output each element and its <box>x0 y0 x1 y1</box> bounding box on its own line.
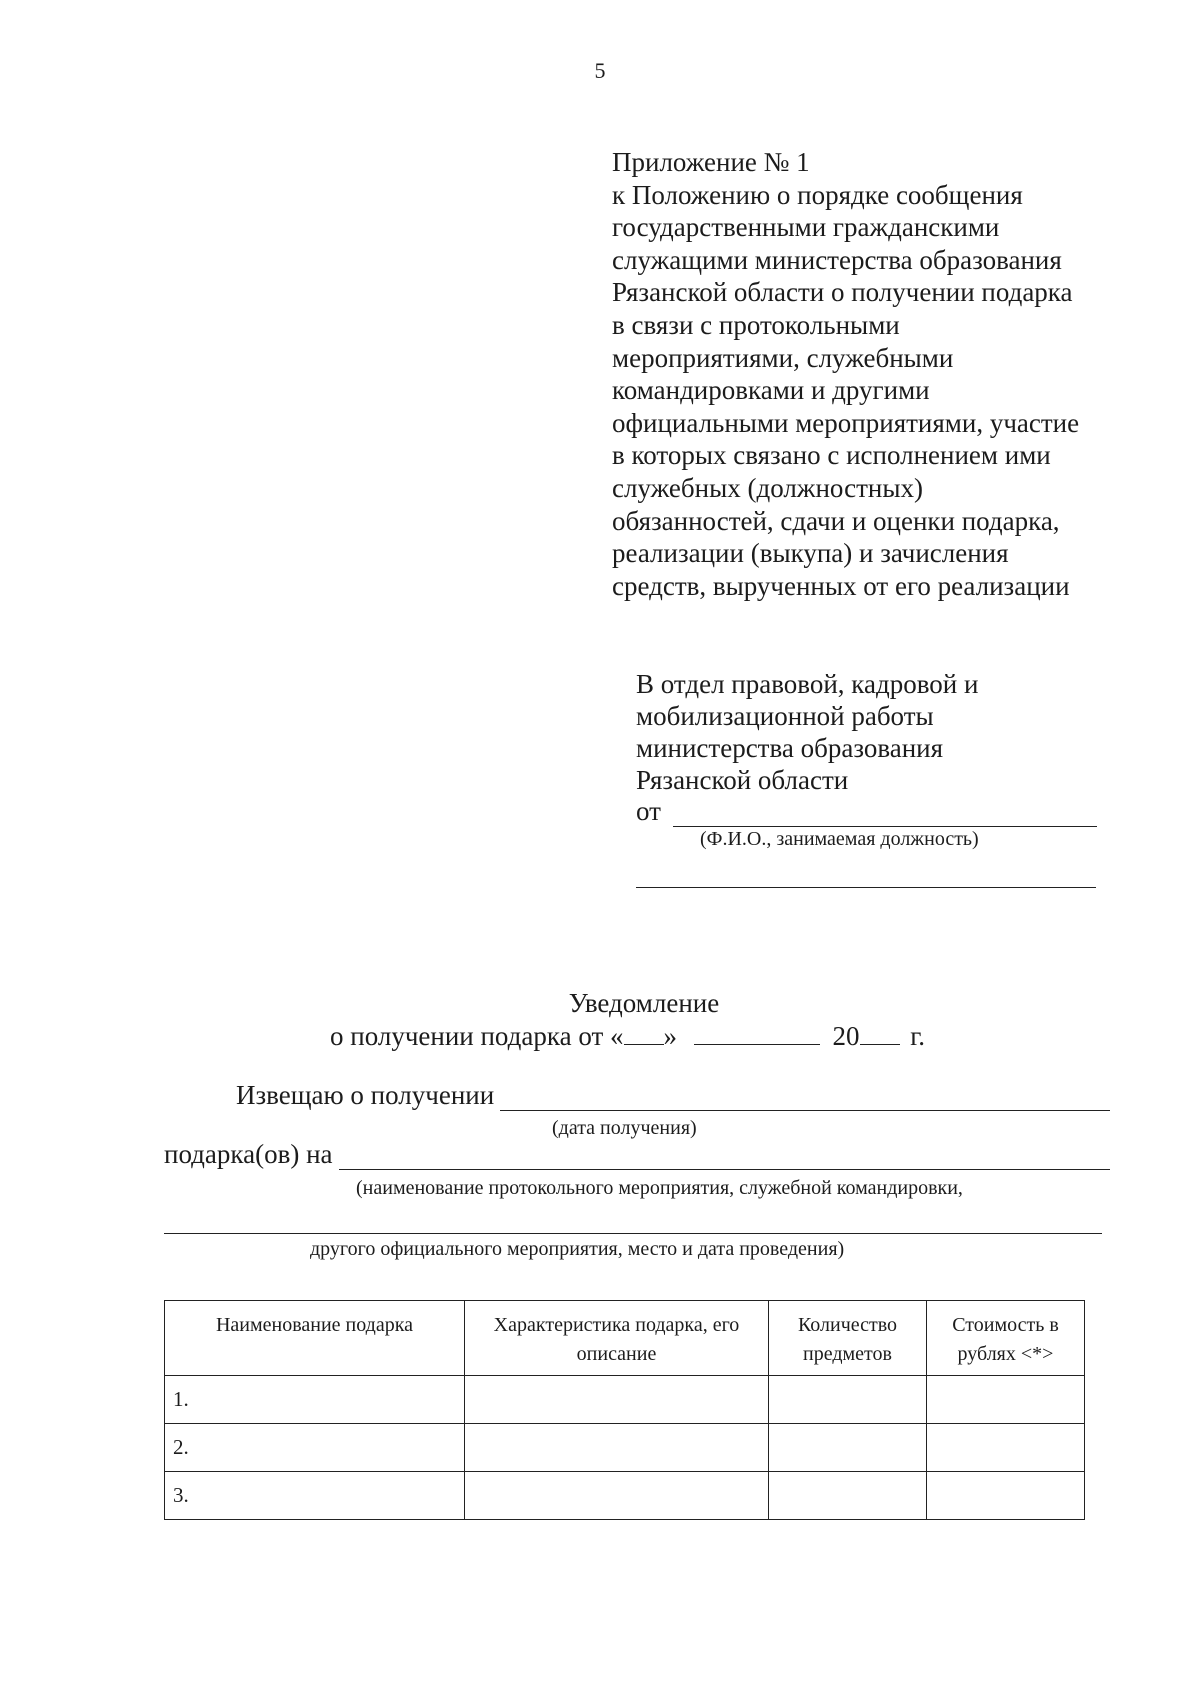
appendix-line: служащими министерства образования <box>612 244 1062 275</box>
year-blank[interactable] <box>860 1022 900 1045</box>
appendix-line: средств, вырученных от его реализации <box>612 570 1070 601</box>
row-number-cell[interactable]: 1. <box>165 1376 465 1424</box>
cost-cell[interactable] <box>927 1424 1085 1472</box>
appendix-line: командировками и другими <box>612 375 930 406</box>
appendix-line: мероприятиями, служебными <box>612 342 954 373</box>
appendix-line: обязанностей, сдачи и оценки подарка, <box>612 505 1060 536</box>
description-cell[interactable] <box>465 1424 769 1472</box>
subtitle-year: 20 <box>832 1021 860 1051</box>
inform-label: Извещаю о получении <box>236 1080 495 1110</box>
row-number-cell[interactable]: 3. <box>165 1472 465 1520</box>
table-row <box>165 1424 1085 1472</box>
description-cell[interactable] <box>465 1376 769 1424</box>
header-gift-quantity: Количество предметов <box>769 1301 927 1376</box>
table-row <box>165 1376 1085 1424</box>
cost-cell[interactable] <box>927 1376 1085 1424</box>
cost-cell[interactable] <box>927 1472 1085 1520</box>
quantity-cell[interactable] <box>769 1472 927 1520</box>
quantity-cell[interactable] <box>769 1376 927 1424</box>
notice-subtitle <box>330 1021 925 1052</box>
notice-title: Уведомление <box>568 988 720 1018</box>
from-row <box>636 795 1106 827</box>
appendix-line: служебных (должностных) <box>612 472 923 503</box>
appendix-line: к Положению о порядке сообщения <box>612 179 1023 210</box>
event-caption-2: другого официального мероприятия, место и дата проведения) <box>310 1238 845 1260</box>
quantity-cell[interactable] <box>769 1424 927 1472</box>
appendix-line: в которых связано с исполнением ими <box>612 440 1051 471</box>
appendix-line: Приложение № 1 <box>612 147 810 177</box>
month-blank[interactable] <box>694 1022 820 1045</box>
day-blank[interactable] <box>624 1022 664 1045</box>
header-gift-cost: Стоимость в рублях <*> <box>927 1301 1085 1376</box>
gifts-label: подарка(ов) на <box>164 1139 333 1169</box>
table-header-row <box>165 1301 1085 1376</box>
appendix-line: официальными мероприятиями, участие <box>612 407 1080 438</box>
event-caption-1: (наименование протокольного мероприятия, служебной командировки, <box>356 1177 963 1199</box>
addressee-line: министерства образования <box>636 733 944 763</box>
addressee-line: В отдел правовой, кадровой и <box>636 669 979 699</box>
subtitle-end: г. <box>910 1021 926 1051</box>
appendix-line: в связи с протокольными <box>612 309 900 340</box>
gifts-table <box>164 1300 1085 1520</box>
event-extra-fill-line[interactable] <box>164 1233 1102 1234</box>
table-row <box>165 1472 1085 1520</box>
header-gift-description: Характеристика подарка, его описание <box>465 1301 769 1376</box>
date-caption: (дата получения) <box>552 1117 697 1139</box>
header-gift-name: Наименование подарка <box>165 1301 465 1376</box>
appendix-line: Рязанской области о получении подарка <box>612 277 1073 308</box>
appendix-line: реализации (выкупа) и зачисления <box>612 538 1009 569</box>
row-number-cell[interactable]: 2. <box>165 1424 465 1472</box>
page-number: 5 <box>594 58 606 83</box>
addressee-block <box>636 668 1106 796</box>
from-extra-fill-line[interactable] <box>636 887 1096 888</box>
addressee-line: мобилизационной работы <box>636 701 934 731</box>
description-cell[interactable] <box>465 1472 769 1520</box>
appendix-header <box>612 146 1132 602</box>
event-fill-line[interactable] <box>339 1145 1111 1170</box>
subtitle-text: о получении подарка от « <box>330 1021 624 1051</box>
inform-row <box>236 1080 1110 1111</box>
from-label: от <box>636 796 661 826</box>
subtitle-quote: » <box>663 1021 678 1051</box>
from-fill-line[interactable] <box>673 802 1097 827</box>
addressee-line: Рязанской области <box>636 765 849 795</box>
receipt-date-fill-line[interactable] <box>500 1086 1110 1111</box>
fio-caption: (Ф.И.О., занимаемая должность) <box>700 828 979 850</box>
gifts-row <box>164 1139 1110 1170</box>
appendix-line: государственными гражданскими <box>612 212 1000 243</box>
